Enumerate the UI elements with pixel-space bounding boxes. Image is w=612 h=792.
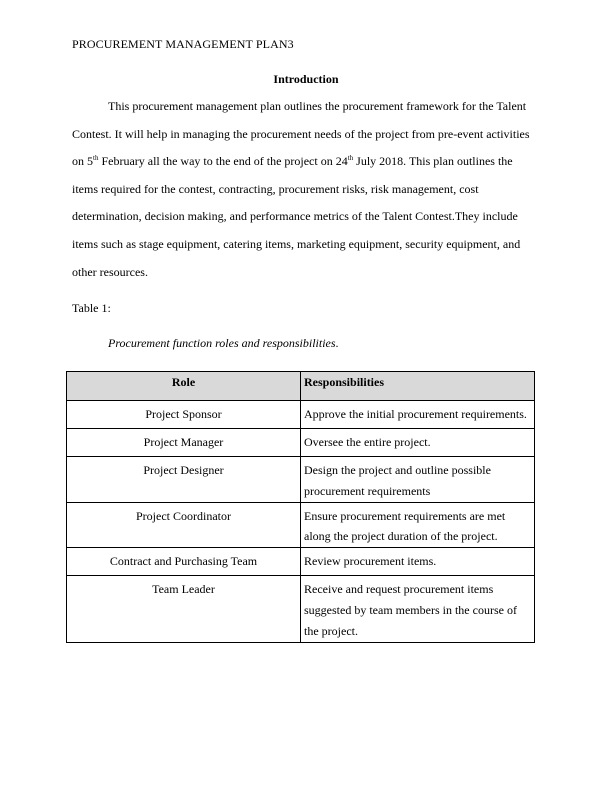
table-header-row: [67, 372, 535, 401]
table-row: [67, 576, 535, 642]
role-cell: Project Manager: [67, 429, 301, 457]
table-title-italic: Procurement function roles and responsibilities: [108, 336, 336, 350]
responsibility-cell: Ensure procurement requirements are met along the project duration of the project.: [301, 502, 535, 548]
ordinal-suffix-2: th: [347, 154, 354, 163]
table-row: [67, 401, 535, 429]
table-row: [67, 457, 535, 503]
responsibility-cell: Approve the initial procurement requirements.: [301, 401, 535, 429]
role-cell: Project Designer: [67, 457, 301, 503]
intro-text-part-3: July 2018. This plan outlines the items required for the contest, contracting, procurement risks, risk management, cost determination, decision making, and performance metrics of the Talent Contest.They include items such as stage equipment, catering items, marketing equipment, security equipment, and other resources.: [72, 154, 521, 279]
table-label: Table 1:: [72, 301, 111, 315]
roles-table: [66, 371, 535, 643]
header-responsibilities: Responsibilities: [301, 372, 535, 401]
role-cell: Contract and Purchasing Team: [67, 548, 301, 576]
table-row: [67, 502, 535, 548]
table-title: [108, 335, 339, 351]
header-role: Role: [67, 372, 301, 401]
ordinal-suffix-1: th: [93, 154, 99, 163]
role-cell: Team Leader: [67, 576, 301, 642]
intro-text-part-2: February all the way to the end of the project on 24: [98, 154, 348, 169]
responsibility-cell: Review procurement items.: [301, 548, 535, 576]
table-row: [67, 548, 535, 576]
responsibility-cell: Receive and request procurement items suggested by team members in the course of the project.: [301, 576, 535, 642]
responsibility-cell: Oversee the entire project.: [301, 429, 535, 457]
role-cell: Project Coordinator: [67, 502, 301, 548]
table-row: [67, 429, 535, 457]
running-head: PROCUREMENT MANAGEMENT PLAN3: [72, 37, 294, 51]
responsibility-cell: Design the project and outline possible procurement requirements: [301, 457, 535, 503]
intro-text-part-1: This procurement management plan outlines the procurement framework for the Talent Contest. It will help in managing the procurement needs of the project from pre-event activities on 5: [72, 99, 530, 169]
introduction-heading: Introduction: [273, 72, 339, 86]
introduction-paragraph: [72, 93, 533, 286]
role-cell: Project Sponsor: [67, 401, 301, 429]
table-title-period: .: [335, 336, 339, 350]
